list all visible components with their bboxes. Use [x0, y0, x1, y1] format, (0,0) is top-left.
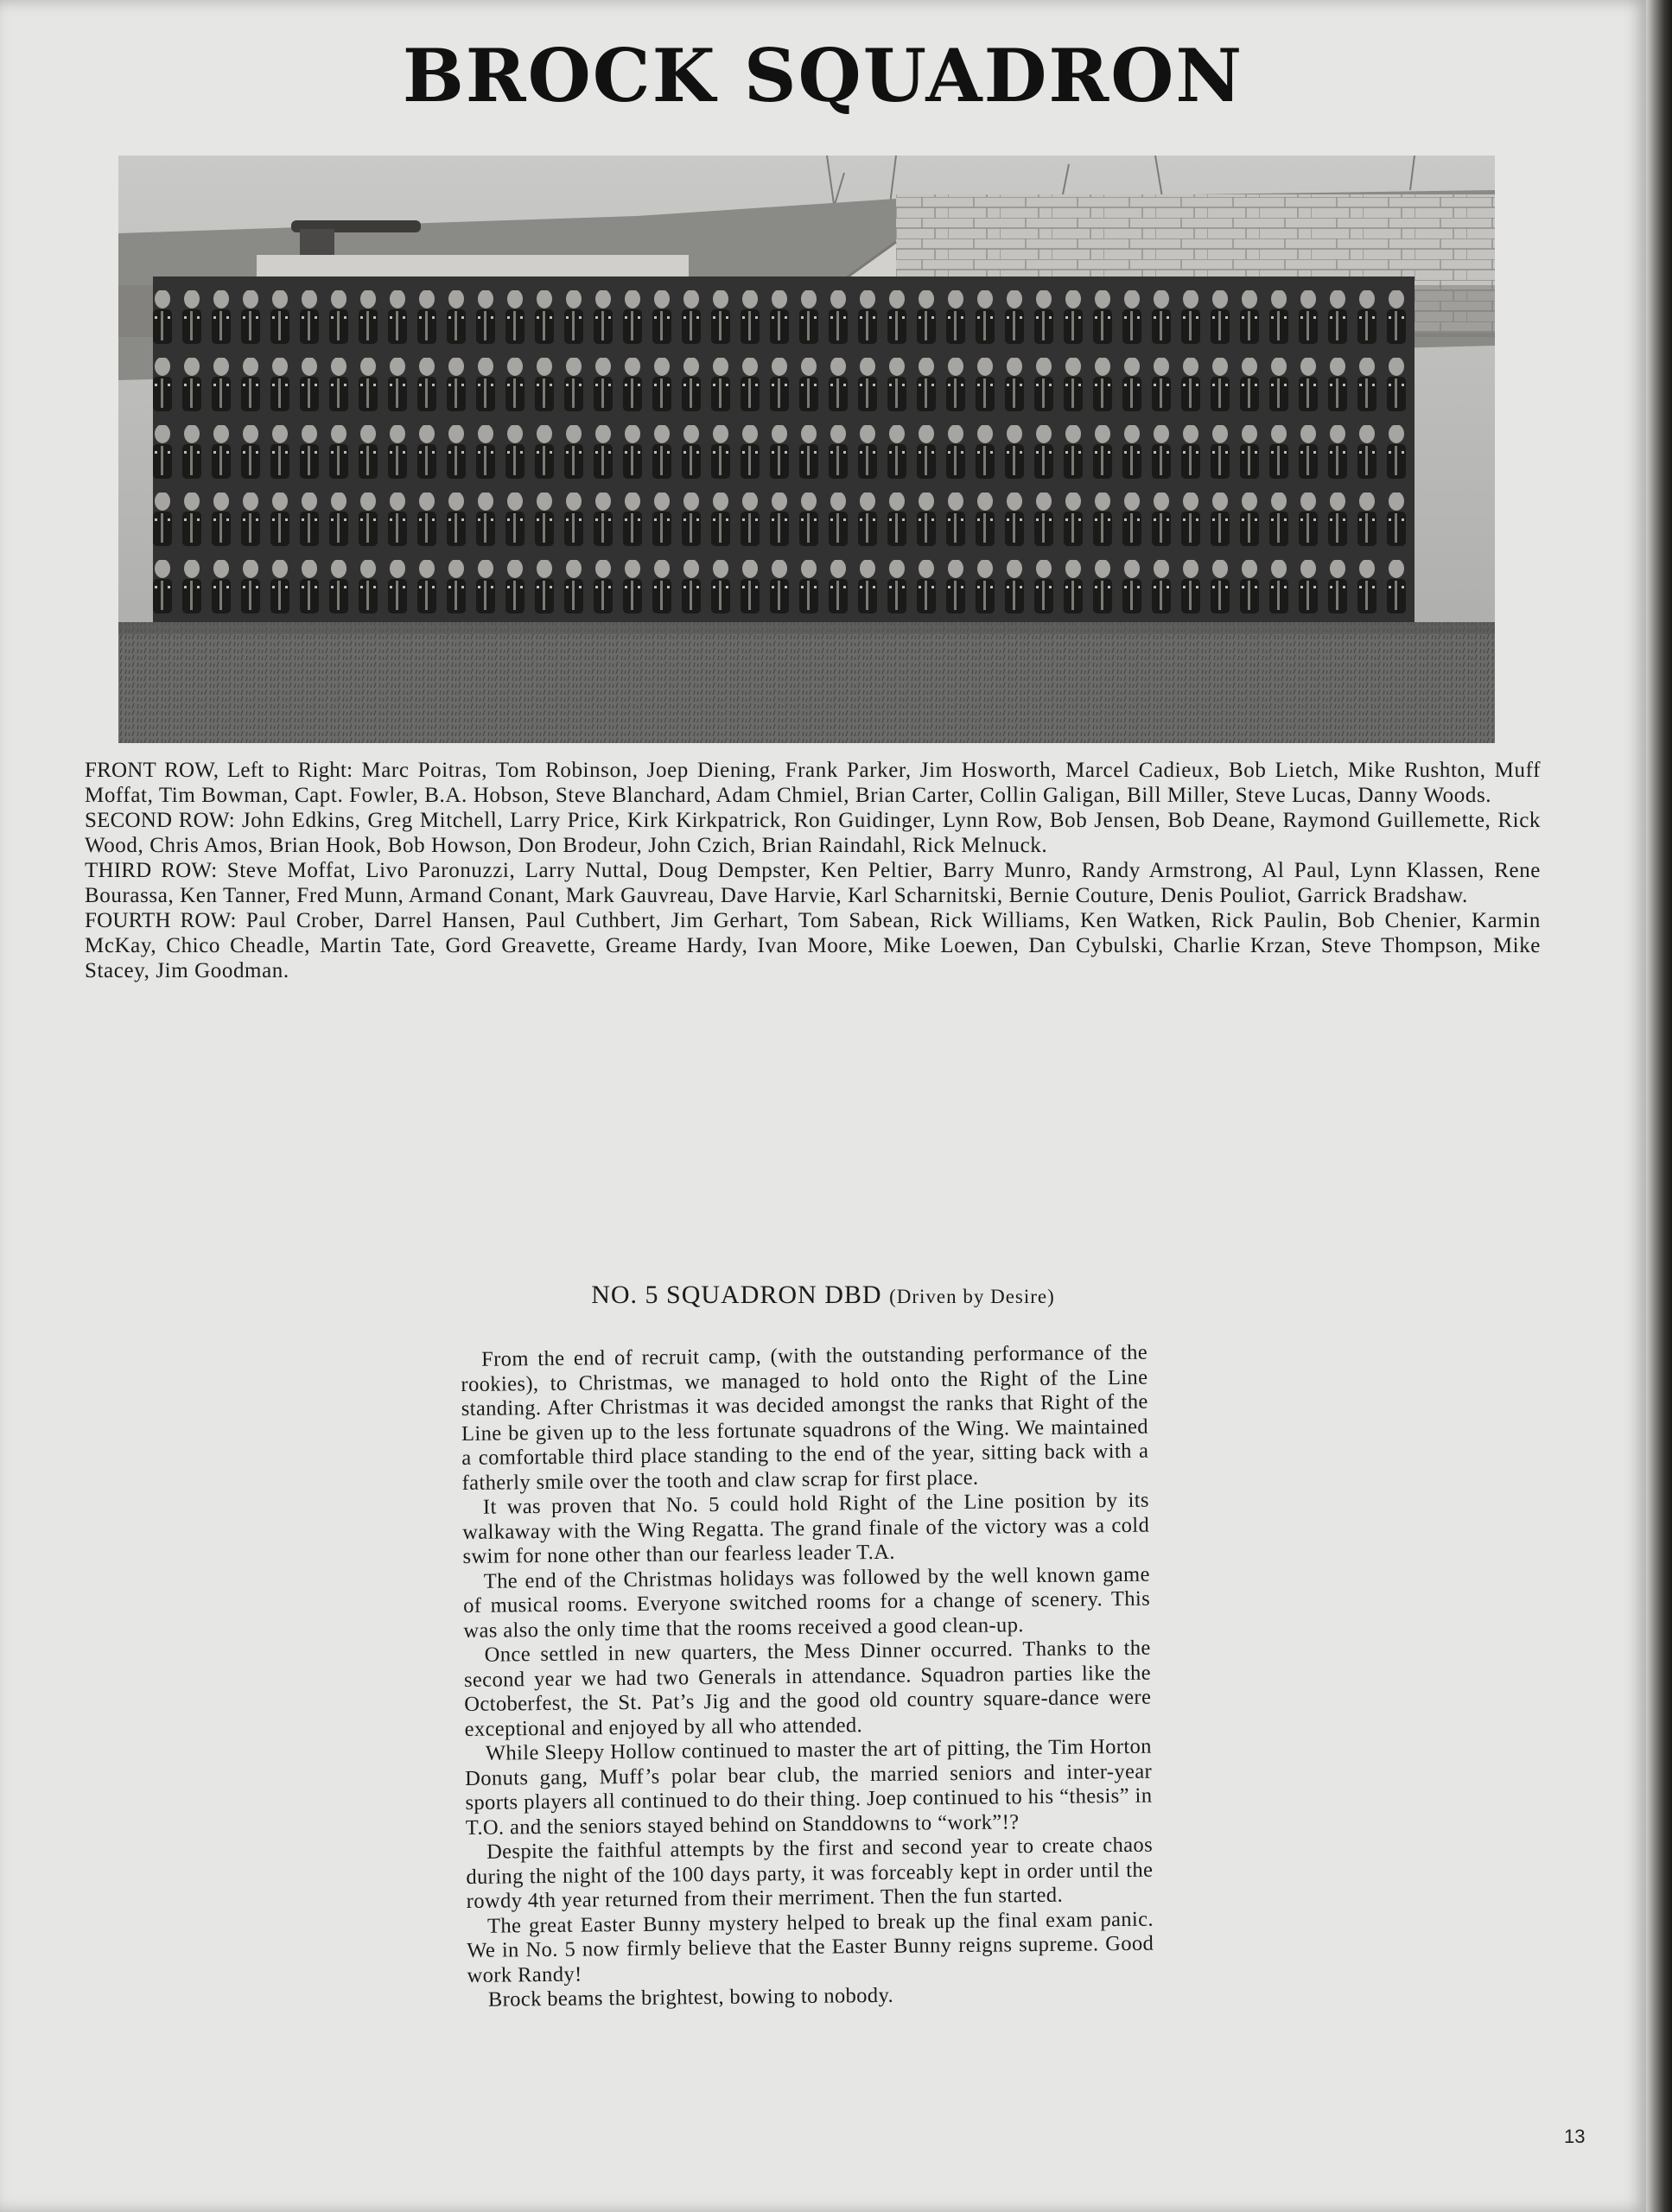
article-title [0, 1281, 1646, 1310]
caption-row-label: SECOND ROW: [85, 809, 235, 832]
article-title-text: NO. 5 SQUADRON DBD [591, 1281, 882, 1309]
photo-caption [85, 758, 1541, 983]
article-subtitle: (Driven by Desire) [889, 1286, 1055, 1307]
page-number: 13 [1564, 2126, 1586, 2147]
article-paragraph: While Sleepy Hollow continued to master the art of pitting, the Tim Horton Donuts gang, Muff’s polar bear club, the married seniors and inter-year sports players all continued to do their thing. Joep continued to his “thesis” in T.O. and the seniors stayed behind on Standdowns to “work”!? [465, 1734, 1153, 1840]
caption-row-names: Marc Poitras, Tom Robinson, Joep Diening, Frank Parker, Jim Hosworth, Marcel Cadieux, Bob Lietch, Mike Rushton, Muff Moffat, Tim Bowman, Capt. Fowler, B.A. Hobson, Steve Blanchard, Adam Chmiel, Brian Carter, Collin Galigan, Bill Miller, Steve Lucas, Danny Woods. [85, 759, 1541, 807]
caption-row-label: FOURTH ROW: [85, 909, 237, 932]
page-title: BROCK SQUADRON [402, 33, 1244, 118]
article-paragraph: It was proven that No. 5 could hold Right of the Line position by its walkaway with the Wing Regatta. The grand finale of the victory was a cold swim for none other than our fearless leader T.A. [462, 1488, 1150, 1568]
article-body [461, 1341, 1154, 2013]
article-paragraph: Once settled in new quarters, the Mess Dinner occurred. Thanks to the second year we had two Generals in attendance. Squadron parties like the Octoberfest, the St. Pat’s Jig and the good old country square-dance were exceptional and enjoyed by all who attended. [463, 1636, 1152, 1741]
article-paragraph: The end of the Christmas holidays was followed by the well known game of musical rooms. Everyone switched rooms for a change of scenery. This was also the only time that the rooms received a good clean-up. [462, 1562, 1151, 1643]
page-edge-shadow [1646, 0, 1672, 2212]
caption-third-row [85, 858, 1541, 908]
caption-row-names: Paul Crober, Darrel Hansen, Paul Cuthbert, Jim Gerhart, Tom Sabean, Rick Williams, Ken Watken, Rick Paulin, Bob Chenier, Karmin McKay, Chico Cheadle, Martin Tate, Gord Greavette, Greame Hardy, Ivan Moore, Mike Loewen, Dan Cybulski, Charlie Krzan, Steve Thompson, Mike Stacey, Jim Goodman. [85, 909, 1541, 982]
squadron-group-photo [118, 156, 1495, 743]
caption-fourth-row [85, 908, 1541, 983]
article-paragraph: Brock beams the brightest, bowing to nobody. [487, 1983, 894, 2012]
article-paragraph: Despite the faithful attempts by the first and second year to create chaos during the night of the 100 days party, it was forceably kept in order until the rowdy 4th year returned from their merriment. Then the fun started. [466, 1833, 1154, 1913]
article-paragraph: From the end of recruit camp, (with the outstanding performance of the rookies), to Christmas, we managed to hold onto the Right of the Line standing. After Christmas it was decided amongst the ranks that Right of the Line be given up to the less fortunate squadrons of the Wing. We maintained a comfortable third place standing to the end of the year, sitting back with a fatherly smile over the tooth and claw scrap for first place. [461, 1340, 1149, 1495]
caption-row-label: FRONT ROW, Left to Right: [85, 759, 353, 782]
caption-second-row [85, 808, 1541, 858]
group-photo-illustration [118, 156, 1495, 743]
caption-row-label: THIRD ROW: [85, 859, 218, 882]
caption-row-names: John Edkins, Greg Mitchell, Larry Price, Kirk Kirkpatrick, Ron Guidinger, Lynn Row, Bob Jensen, Bob Deane, Raymond Guillemette, Rick Wood, Chris Amos, Brian Hook, Bob Howson, Don Brodeur, John Czich, Brian Raindahl, Rick Melnuck. [85, 809, 1541, 857]
caption-row-names: Steve Moffat, Livo Paronuzzi, Larry Nuttal, Doug Dempster, Ken Peltier, Barry Munro, Randy Armstrong, Al Paul, Lynn Klassen, Rene Bourassa, Ken Tanner, Fred Munn, Armand Conant, Mark Gauvreau, Dave Harvie, Karl Scharnitski, Bernie Couture, Denis Pouliot, Garrick Bradshaw. [85, 859, 1541, 907]
caption-front-row [85, 758, 1541, 808]
article-paragraph: The great Easter Bunny mystery helped to break up the final exam panic. We in No. 5 now firmly believe that the Easter Bunny reigns supreme. Good work Randy! [467, 1907, 1154, 1987]
